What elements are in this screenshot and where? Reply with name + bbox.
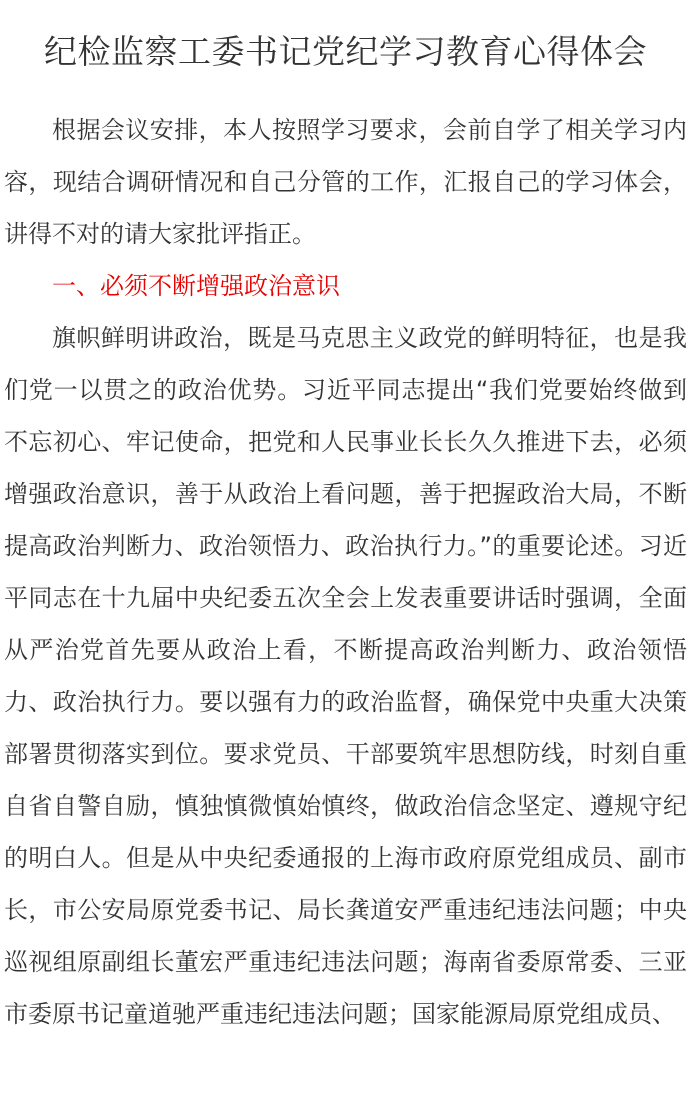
section-paragraph: 旗帜鲜明讲政治，既是马克思主义政党的鲜明特征，也是我们党一以贯之的政治优势。习近平同志提出“我们党要始终做到不忘初心、牢记使命，把党和人民事业长长久久推进下去，必须增强政治意识，善于从政治上看问题，善于把握政治大局，不断提高政治判断力、政治领悟力、政治执行力。”的重要论述。习近平同志在十九届中央纪委五次全会上发表重要讲话时强调，全面从严治党首先要从政治上看，不断提高政治判断力、政治领悟力、政治执行力。要以强有力的政治监督，确保党中央重大决策部署贯彻落实到位。要求党员、干部要筑牢思想防线，时刻自重自省自警自励，慎独慎微慎始慎终，做政治信念坚定、遵规守纪的明白人。但是从中央纪委通报的上海市政府原党组成员、副市长，市公安局原党委书记、局长龚道安严重违纪违法问题；中央巡视组原副组长董宏严重违纪违法问题；海南省委原常委、三亚市委原书记童道驰严重违纪违法问题；国家能源局原党组成员、 (4, 324, 687, 1028)
intro-paragraph: 根据会议安排，本人按照学习要求，会前自学了相关学习内容，现结合调研情况和自己分管的工作，汇报自己的学习体会，讲得不对的请大家批评指正。 (4, 116, 687, 248)
document-title: 纪检监察工委书记党纪学习教育心得体会 (44, 32, 647, 71)
section-heading: 一、必须不断增强政治意识 (52, 272, 340, 300)
document-body (4, 104, 687, 1040)
